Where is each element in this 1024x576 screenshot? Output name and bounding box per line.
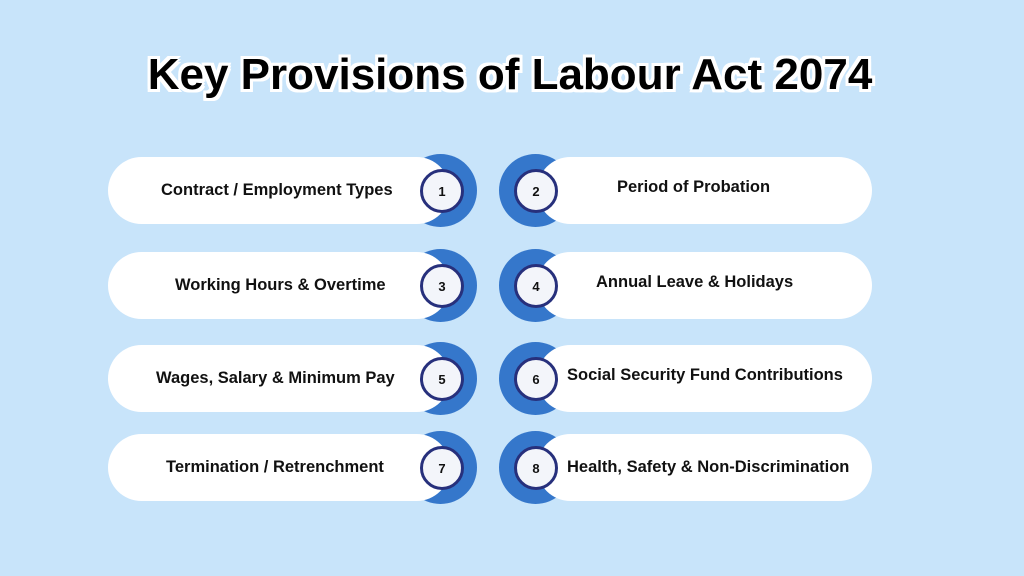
number-badge: 1 xyxy=(420,169,464,213)
number-badge: 5 xyxy=(420,357,464,401)
number-badge: 4 xyxy=(514,264,558,308)
provision-item-7 xyxy=(108,430,480,506)
number-badge: 3 xyxy=(420,264,464,308)
provision-label: Social Security Fund Contributions xyxy=(567,366,843,384)
provision-item-2 xyxy=(499,153,873,229)
provision-label: Termination / Retrenchment xyxy=(166,458,384,476)
provision-item-6 xyxy=(499,341,873,417)
page-title: Key Provisions of Labour Act 2074 xyxy=(147,50,873,99)
provision-label: Working Hours & Overtime xyxy=(175,276,386,294)
number-badge: 2 xyxy=(514,169,558,213)
provision-label: Health, Safety & Non-Discrimination xyxy=(567,458,850,476)
provision-item-1 xyxy=(108,153,480,229)
number-badge: 7 xyxy=(420,446,464,490)
provision-item-3 xyxy=(108,248,480,324)
provision-label: Period of Probation xyxy=(617,178,771,196)
provision-label: Wages, Salary & Minimum Pay xyxy=(156,369,395,387)
provision-item-8 xyxy=(499,430,873,506)
provision-label: Annual Leave & Holidays xyxy=(596,273,794,291)
number-badge: 6 xyxy=(514,357,558,401)
provision-item-4 xyxy=(499,248,873,324)
provision-label: Contract / Employment Types xyxy=(161,181,393,199)
provision-item-5 xyxy=(108,341,480,417)
number-badge: 8 xyxy=(514,446,558,490)
